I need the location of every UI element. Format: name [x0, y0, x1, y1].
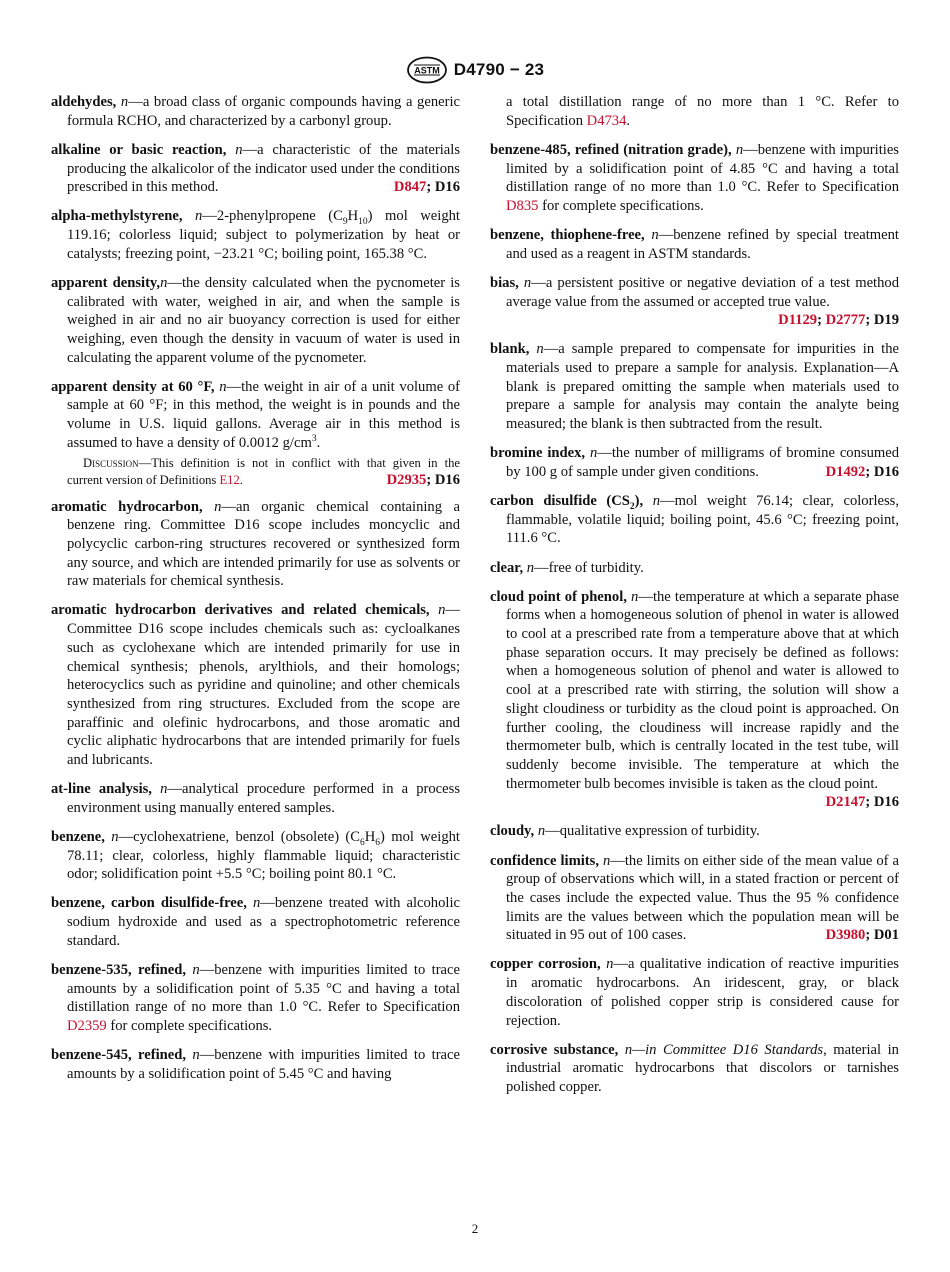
ref-link-d2359[interactable]: D2359 [67, 1018, 107, 1035]
ref-link-d2147[interactable]: D2147 [825, 794, 866, 811]
ref-link-d2935[interactable]: D2935 [386, 472, 427, 489]
definition-blank: blank, n—a sample prepared to compensate for impurities in the materials used to prepare a sample for analysis. Explanation—A blank is prepared omitting the sample when materials used to prepare a sample for analysis may contain the analyte being measured; the blank is then subtracted from the result. [490, 341, 899, 433]
definition-cloudy: cloudy, n—qualitative expression of turbidity. [490, 823, 760, 840]
definition-benzene-535: benzene-535, refined, n—benzene with impurities limited to trace amounts by a solidification point of 5.35 °C and having a total distillation range of no more than 1.0 °C. Refer to Specification D2359 for complete specifications. [51, 961, 460, 1035]
definition-confidence-limits: confidence limits, n—the limits on either side of the mean value of a group of observations which will, in a stated fraction or percent of the cases include the expected value. Thus the 95 % confidence limits are the values between which the population mean will be situated in 95 out of 100 cases. D3980; D01 [490, 852, 899, 944]
definition-benzene-485: benzene-485, refined (nitration grade), n—benzene with impurities limited by a solidification point of 4.85 °C and having a total distillation range of no more than 1.0 °C. Refer to Specification D835 for complete specifications. [490, 141, 899, 214]
astm-logo-icon [406, 56, 448, 84]
definition-benzene-thiophene-free: benzene, thiophene-free, n—benzene refined by special treatment and used as a reagent in ASTM standards. [490, 227, 899, 262]
definition-bromine-index: bromine index, n—the number of milligrams of bromine consumed by 100 g of sample under given conditions. D1492; D16 [490, 445, 899, 480]
ref-link-d3980[interactable]: D3980 [825, 927, 866, 944]
definition-copper-corrosion: copper corrosion, n—a qualitative indication of reactive impurities in aromatic hydrocarbons. An iridescent, gray, or black discoloration of polished copper strip is considered cause for rejection. [490, 956, 899, 1029]
left-column [51, 93, 460, 1094]
definition-aromatic-derivatives: aromatic hydrocarbon derivatives and related chemicals, n—Committee D16 scope includes chemicals such as: cycloalkanes such as cyclohexane which are intended primarily for use in chemical synthesis; phenols, arylthiols, and their homologs; heterocyclics such as pyridine and quinoline; and other chemicals synthesized from ring structures. Excluded from the scope are paraffinic and olefinic hydrocarbons, and those aromatic and cyclic aliphatic hydrocarbons that are intended primarily for fuels and lubricants. [51, 602, 460, 769]
definition-benzene-545: benzene-545, refined, n—benzene with impurities limited to trace amounts by a solidification point of 5.45 °C and having [51, 1047, 460, 1082]
svg-text:ASTM: ASTM [414, 65, 440, 76]
definition-at-line-analysis: at-line analysis, n—analytical procedure performed in a process environment using manually entered samples. [51, 781, 460, 816]
definition-cloud-point-of-phenol: cloud point of phenol, n—the temperature at which a separate phase forms when a homogeneous solution of phenol in water is allowed to cool at a prescribed rate from a temperature above that at which phase separation occurs. It may precisely be defined as follows: when a homogeneous solution of phenol and water is allowed to cool at a prescribed rate with stirring, the solution will show a slight cloudiness or turbidity as the cloud point is approached. On further cooling, the cloudiness will increase rapidly and the thermometer bulb, which is centrally located in the test tube, will suddenly become invisible. The temperature at which the thermometer bulb becomes invisible is taken as the cloud point. D2147; D16 [490, 588, 899, 811]
ref-link-d835[interactable]: D835 [506, 197, 539, 214]
definition-clear: clear, n—free of turbidity. [490, 559, 644, 576]
page-header [0, 55, 950, 85]
document-number: D4790 − 23 [453, 60, 545, 79]
definition-alpha-methylstyrene: alpha-methylstyrene, n—2-phenylpropene $(C_9H_{10})$ mol weight 119.16; colorless liquid; subject to polymerization by heat or catalysts; freezing point, −23.21 °C; boiling point, 165.38 °C. [51, 208, 460, 262]
definition-corrosive-substance: corrosive substance, n—in Committee D16 Standards, material in industrial aromatic hydrocarbons that discolors or tarnishes polished copper. [490, 1041, 899, 1096]
discussion-note: Discussion—This definition is not in conflict with that given in the current version of Definitions E12. D2935; D16 [67, 455, 460, 489]
definition-benzene: benzene, n—cyclohexatriene, benzol (obsolete) $(C_6H_6)$ mol weight 78.11; clear, colorless, highly flammable liquid; characteristic odor; solidification point +5.5 °C; boiling point 80.1 °C. [51, 828, 460, 883]
page-number: 2 [471, 1221, 479, 1236]
definition-apparent-density: apparent density,n—the density calculated when the pycnometer is calibrated with water, weighed in air, and when the sample is weighed in air and no air buoyancy correction is used for either weighing, even though the density in vacuum of water is used in calculating the apparent volume of the pycnometer. [51, 274, 460, 366]
ref-link-d1492[interactable]: D1492 [825, 463, 866, 480]
definition-carbon-disulfide: carbon disulfide $(CS_2)$, n—mol weight 76.14; clear, colorless, flammable, volatile liquid; boiling point, 45.6 °C; freezing point, 111.6 °C. [490, 493, 900, 547]
definition-bias: bias, n—a persistent positive or negative deviation of a test method average value from the assumed or accepted true value. D1129; D2777; D19 [490, 274, 899, 329]
definition-alkaline-reaction: alkaline or basic reaction, n—a characteristic of the materials producing the alkalicolor of the indicator used under the conditions prescribed in this method. D847; D16 [51, 141, 460, 196]
definition-benzene-cs2-free: benzene, carbon disulfide-free, n—benzene treated with alcoholic sodium hydroxide and used as a spectrophotometric reference standard. [51, 895, 460, 949]
definition-aldehydes: aldehydes, n—a broad class of organic compounds having a generic formula RCHO, and characterized by a carbonyl group. [51, 94, 461, 129]
definition-apparent-density-60f: apparent density at 60 °F, n—the weight in air of a unit volume of sample at 60 °F; in this method, the weight is in pounds and the volume in U.S. liquid gallons. Average air in this method is assumed to have a density of 0.0012 $g/cm^3$. [51, 378, 460, 451]
ref-link-d847[interactable]: D847 [393, 179, 427, 196]
definition-aromatic-hydrocarbon: aromatic hydrocarbon, n—an organic chemical containing a benzene ring. Committee D16 scope includes moncyclic and polycyclic carbon-ring structures recovered or synthesized form any source, and which are intended primarily for use as solvents or raw materials for chemical synthesis. [51, 498, 460, 590]
right-column [490, 93, 899, 1107]
ref-link-d1129[interactable]: D1129 [778, 312, 818, 329]
ref-link-e12[interactable]: E12 [219, 473, 240, 488]
ref-link-d2777[interactable]: D2777 [825, 312, 866, 329]
definition-benzene-545-continued: a total distillation range of no more than 1 °C. Refer to Specification D4734. [506, 94, 899, 129]
ref-link-d4734[interactable]: D4734 [586, 112, 627, 129]
